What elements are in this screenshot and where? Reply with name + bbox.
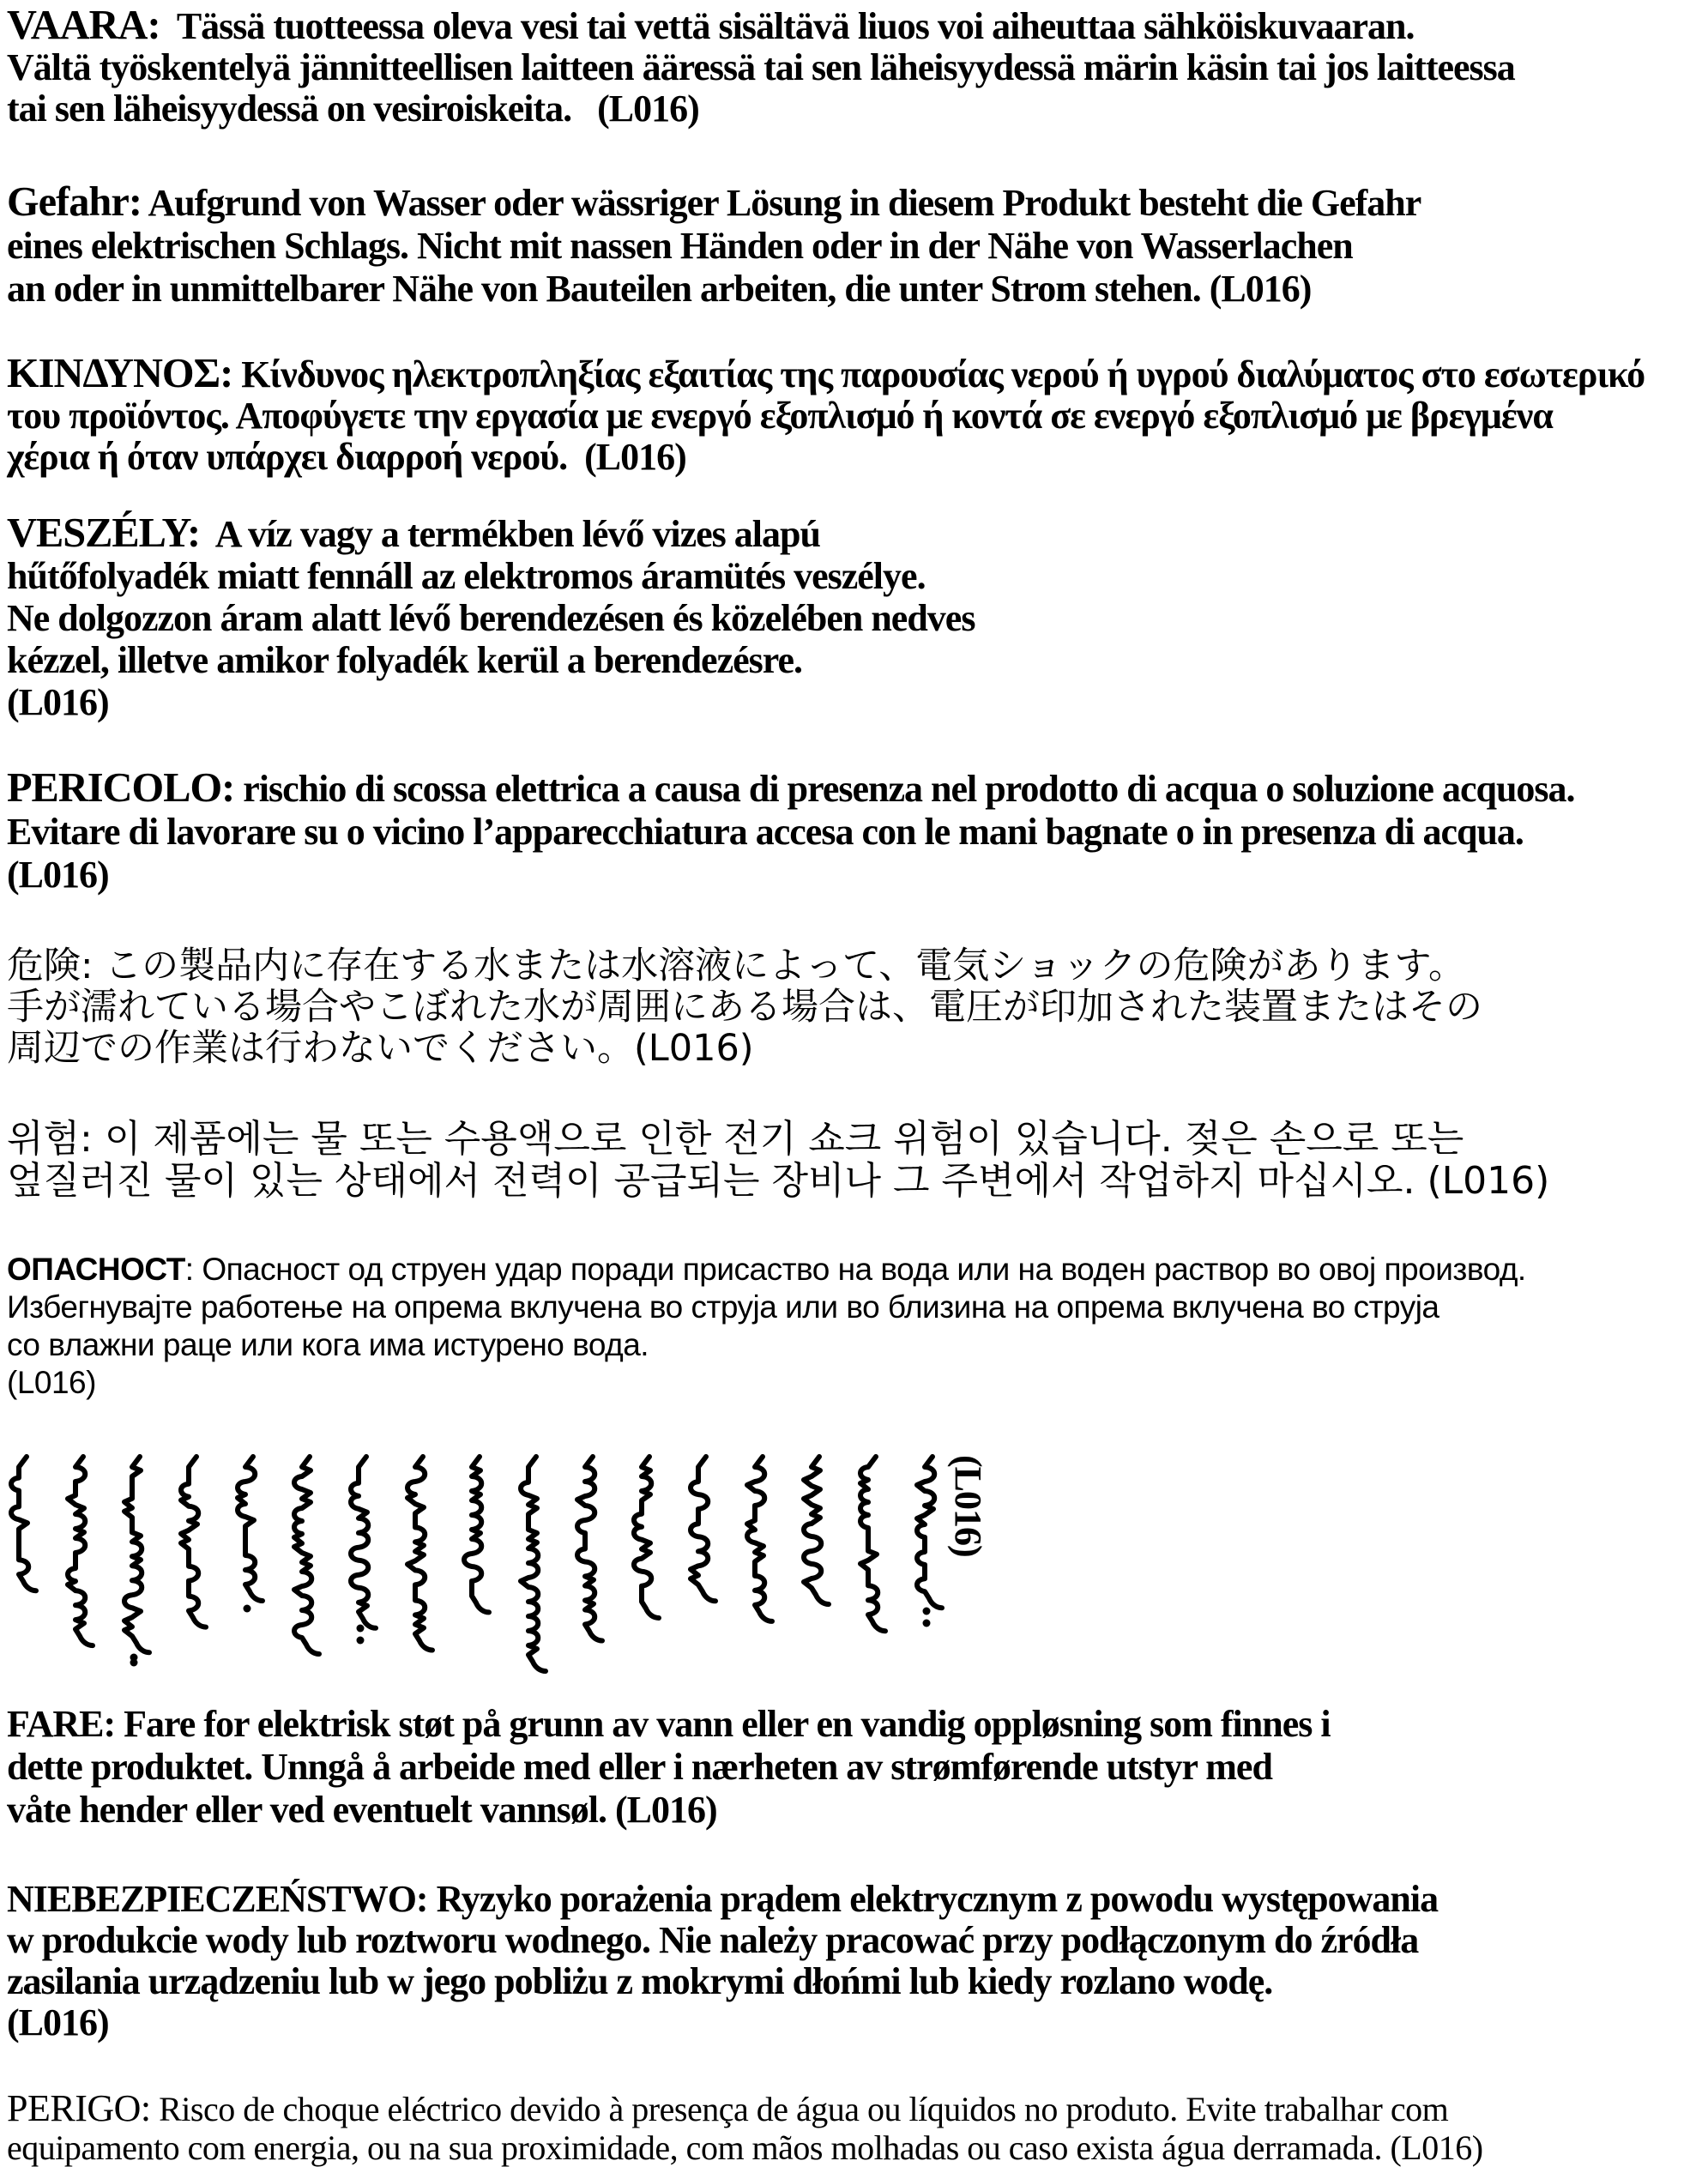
notice-hungarian [7,512,1708,723]
warning-line [7,181,1708,225]
warning-line [7,5,1708,47]
warning-line: 周辺での作業は行わないでください。(L016) [7,1027,754,1070]
notice-polish [7,1879,1708,2043]
warning-text: この製品内に存在する水または水溶液によって、電気ショックの危険があります。 [93,945,1466,987]
warning-line: του προϊόντος. Αποφύγετε την εργασία με ενεργό εξοπλισμό ή κοντά σε ενεργό εξοπλισμό με βρεγμένα [7,395,1553,437]
warning-text: Κίνδυνος ηλεκτροπληξίας εξαιτίας της παρουσίας νερού ή υγρού διαλύματος στο εσωτερικό [232,353,1645,395]
notice-norwegian [7,1703,1708,1832]
danger-word-korean: 위험: [7,1117,93,1161]
danger-word-italian: PERICOLO: [7,765,235,811]
mongolian-l016-label: (L016) [947,1455,989,1557]
warning-line [7,2089,1708,2128]
warning-line [7,1118,1708,1160]
danger-word-japanese: 危険: [7,945,94,987]
notice-german [7,181,1708,311]
warning-line: dette produktet. Unngå å arbeide med eller i nærheten av strømførende utstyr med [7,1746,1272,1788]
notice-greek [7,353,1708,478]
warning-line: an oder in unmittelbarer Nähe von Bauteilen arbeiten, die unter Strom stehen. (L016) [7,268,1312,310]
warning-text: : Опасност од струен удар поради присаство на вода или на воден раствор во овој производ. [184,1252,1526,1287]
notice-korean [7,1118,1708,1202]
warning-line: w produkcie wody lub roztworu wodnego. Nie należy pracować przy podłączonym do źródła [7,1919,1419,1961]
warning-line: χέρια ή όταν υπάρχει διαρροή νερού. (L016) [7,436,686,478]
warning-line: Evitare di lavorare su o vicino l’apparecchiatura accesa con le mani bagnate o in presenza di acqua. [7,811,1524,853]
warning-text: Risco de choque eléctrico devido à presença de água ou líquidos no produto. Evite trabalhar com [150,2090,1449,2128]
warning-text: Ryzyko porażenia prądem elektrycznym z powodu występowania [427,1878,1439,1920]
warning-text: 이 제품에는 물 또는 수용액으로 인한 전기 쇼크 위험이 있습니다. 젖은 손으로 또는 [92,1117,1464,1161]
danger-word-norwegian: FARE: [7,1703,116,1745]
notice-macedonian [7,1251,1708,1402]
danger-word-macedonian: ОПАСНОСТ [7,1252,185,1287]
mongolian-vertical-script [7,1453,1002,1668]
warning-line: Vältä työskentelyä jännitteellisen laitteen ääressä tai sen läheisyydessä märin käsin tai jos laitteessa [7,46,1515,88]
notice-mongolian [7,1453,1708,1668]
mongolian-script-columns [11,1457,942,1671]
warning-line: (L016) [7,681,109,723]
warning-line: Избегнувајте работење на опрема вклучена во струја или во близина на опрема вклучена во струја [7,1289,1439,1325]
warning-line [7,1251,1708,1289]
warning-line: 엎질러진 물이 있는 상태에서 전력이 공급되는 장비나 그 주변에서 작업하지 마십시오. (L016) [7,1159,1550,1203]
danger-word-german: Gefahr: [7,179,142,225]
warning-line [7,1703,1708,1746]
warning-line: Ne dolgozzon áram alatt lévő berendezésen és közelében nedves [7,597,975,639]
warning-text: Aufgrund von Wasser oder wässriger Lösung in diesem Produkt besteht die Gefahr [141,182,1421,224]
warning-line [7,767,1708,811]
notice-portuguese [7,2089,1708,2167]
warning-line: hűtőfolyadék miatt fennáll az elektromos áramütés veszélye. [7,555,926,597]
warning-line [7,512,1708,555]
warning-line: zasilania urządzeniu lub w jego pobliżu z mokrymi dłońmi lub kiedy rozlano wodę. [7,1960,1273,2002]
warning-line: 手が濡れている場合やこぼれた水が周囲にある場合は、電圧が印加された装置またはその [7,986,1482,1029]
danger-word-greek: ΚΙΝΔΥΝΟΣ: [7,351,233,396]
warning-line: со влажни раце или кога има истурено вода. [7,1327,649,1362]
danger-word-finnish: VAARA: [7,3,160,48]
notice-finnish [7,5,1708,130]
warning-line: equipamento com energia, ou na sua proximidade, com mãos molhadas ou caso exista água derramada. (L016) [7,2128,1483,2167]
warning-line [7,945,1708,987]
warning-line [7,1879,1708,1920]
notice-japanese [7,945,1708,1069]
warning-line: tai sen läheisyydessä on vesiroiskeita. (L016) [7,88,699,130]
danger-word-portuguese: PERIGO: [7,2087,151,2129]
warning-line [7,353,1708,395]
danger-word-hungarian: VESZÉLY: [7,510,201,556]
warning-line: (L016) [7,2001,109,2043]
notice-italian [7,767,1708,896]
warning-text: rischio di scossa elettrica a causa di presenza nel prodotto di acqua o soluzione acquosa. [234,768,1575,810]
warning-line: kézzel, illetve amikor folyadék kerül a berendezésre. [7,639,803,681]
warning-text: Tässä tuotteessa oleva vesi tai vettä sisältävä liuos voi aiheuttaa sähköiskuvaaran. [160,5,1415,47]
warning-line: eines elektrischen Schlags. Nicht mit nassen Händen oder in der Nähe von Wasserlachen [7,225,1353,267]
warning-text: A víz vagy a termékben lévő vizes alapú [200,513,820,555]
warning-line: (L016) [7,1365,96,1400]
danger-word-polish: NIEBEZPIECZEŃSTWO: [7,1878,428,1920]
warning-line: våte hender eller ved eventuelt vannsøl. (L016) [7,1789,717,1831]
warning-text: Fare for elektrisk støt på grunn av vann eller en vandig oppløsning som finnes i [115,1703,1331,1745]
warning-line: (L016) [7,854,109,896]
